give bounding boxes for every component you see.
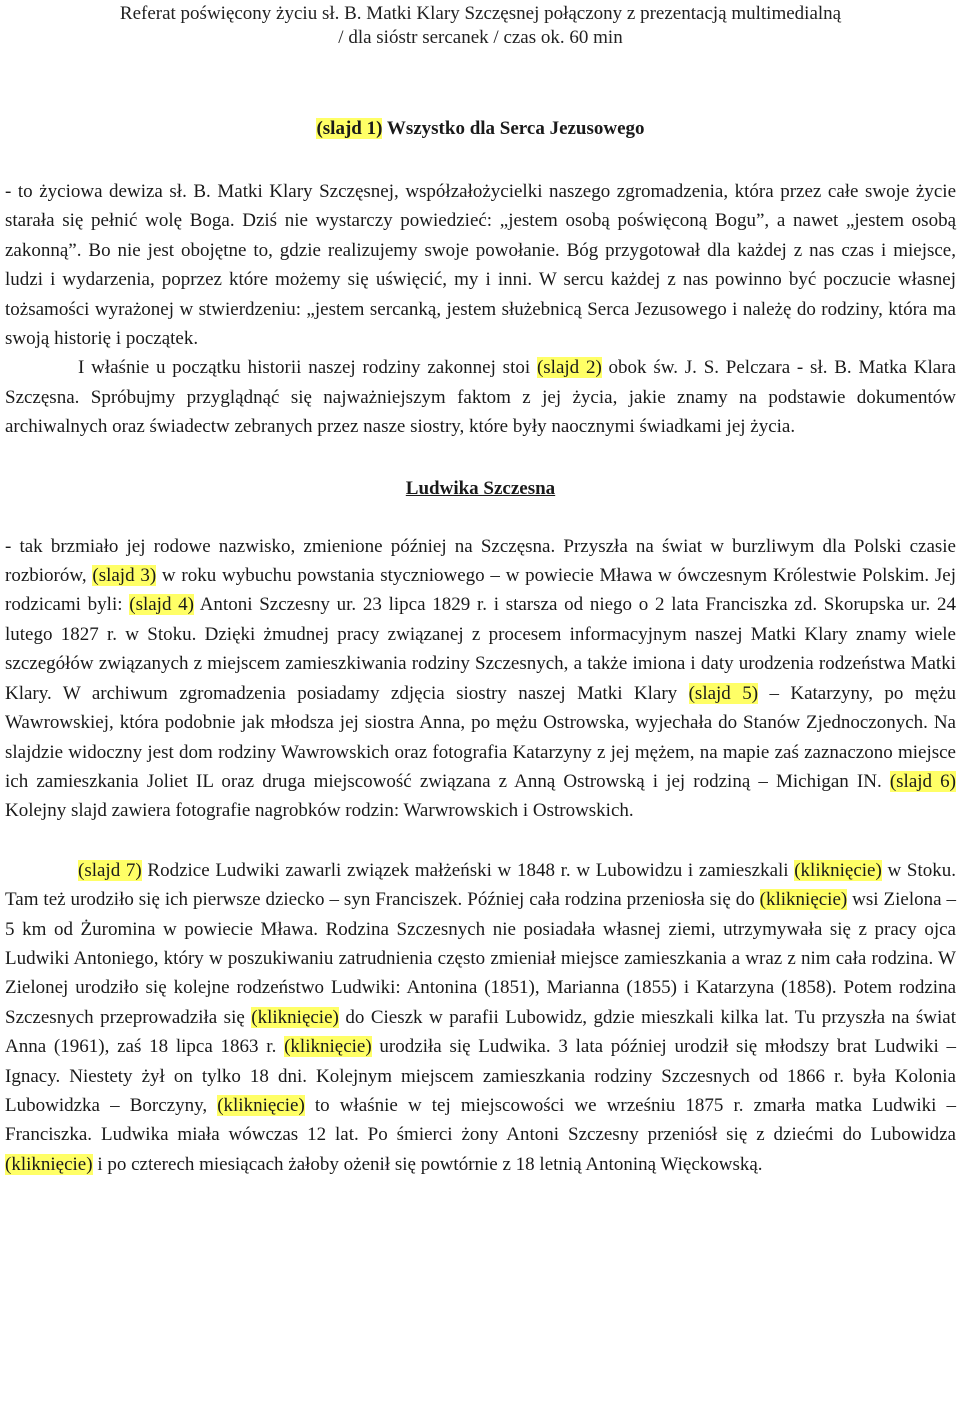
title-text: Wszystko dla Serca Jezusowego [382, 118, 645, 139]
text-run: to właśnie w tej miejscowości we wrześniu 1875 r. zmarła matka Ludwiki – Franciszka. Ludwika miała wówczas 12 lat. Po śmierci żony Antoni Szczesny przeniósł się z dziećmi do Lubowidza [5, 1094, 956, 1146]
text-run: I właśnie u początku historii naszej rodziny zakonnej stoi [78, 357, 537, 379]
paragraph-parents [5, 856, 956, 1179]
slide-marker: (slajd 4) [129, 594, 195, 616]
slide-marker: (kliknięcie) [217, 1094, 305, 1116]
text-run: w roku wybuchu powstania styczniowego – w powiecie Mława w ówczesnym Królestwie Polskim. Jej rodzicami byli: [5, 565, 956, 616]
slide-marker: (slajd 7) [78, 859, 142, 881]
text-run: wsi Zielona – 5 km od Żuromina w powiecie Mława. Rodzina Szczesnych nie posiadała własnej ziemi, utrzymywała się z pracy ojca Ludwiki Antoniego, który w poszukiwaniu zatrudnienia często zmieniał miejsce zamieszkania a wraz z nim cała rodzina. W Zielonej urodziło się kolejne rodzeństwo Ludwiki: Antonina (1851), Marianna (1855) i Katarzyna (1858). Potem rodzina Szczesnych przeprowadziła się [5, 889, 956, 1028]
slide-marker: (slajd 1) [316, 118, 383, 139]
paragraph-origins [5, 353, 956, 441]
slide-marker: (kliknięcie) [251, 1006, 339, 1028]
text-run: w Stoku. Tam też urodziło się ich pierwsze dziecko – syn Franciszek. Później cała rodzina przeniosła się do [5, 859, 956, 911]
text-run: urodziła się Ludwika. 3 lata później urodził się młodszy brat Ludwiki – Ignacy. Niestety żył on tylko 18 dni. Kolejnym miejscem zamieszkania rodziny Szczesnych od 1866 r. była Kolonia Lubowidzka – Borczyny, [5, 1036, 956, 1116]
paragraph-family-name [5, 532, 956, 826]
slide-marker: (slajd 6) [889, 770, 956, 792]
text-run: - to życiowa dewiza sł. B. Matki Klary Szczęsnej, współzałożycielki naszego zgromadzenia, która przez całe swoje życie starała się pełnić wolę Boga. Dziś nie wystarczy powiedzieć: „jestem osobą poświęconą Bogu”, a nawet „jestem osobą zakonną”. Bo nie jest obojętne to, gdzie realizujemy swoje powołanie. Bóg przygotował dla każdej z nas czas i miejsce, ludzi i wydarzenia, poprzez które możemy się uświęcić, my i inni. W sercu każdej z nas powinno być poczucie własnej tożsamości wyrażonej w stwierdzeniu: „jestem sercanką, jestem służebnicą Serca Jezusowego i należę do rodziny, która ma swoją historię i początek. [5, 181, 956, 350]
section-title [5, 115, 956, 143]
text-run: Kolejny slajd zawiera fotografie nagrobków rodzin: Warwrowskich i Ostrowskich. [5, 800, 634, 822]
text-run: Rodzice Ludwiki zawarli związek małżeński w 1848 r. w Lubowidzu i zamieszkali [141, 859, 795, 881]
text-run: obok św. J. S. Pelczara - sł. B. Matka Klara Szczęsna. Spróbujmy przyglądnąć się najważniejszym faktom z jej życia, jakie znamy na podstawie dokumentów archiwalnych oraz świadectw zebranych przez nasze siostry, które były naocznymi świadkami jej życia. [5, 357, 956, 438]
text-run: - tak brzmiało jej rodowe nazwisko, zmienione później na Szczęsna. Przyszła na świat w burzliwym dla Polski czasie rozbiorów, [5, 535, 956, 587]
slide-marker: (slajd 3) [92, 565, 157, 587]
header-line-1: Referat poświęcony życiu sł. B. Matki Klary Szczęsnej połączony z prezentacją multimedialną [119, 3, 842, 24]
slide-marker: (kliknięcie) [794, 859, 882, 881]
section-heading [5, 474, 956, 504]
page-header [5, 0, 956, 50]
text-run: – Katarzyny, po mężu Wawrowskiej, która podobnie jak młodsza jej siostra Anna, po mężu Ostrowska, wyjechała do Stanów Zjednoczonych. Na slajdzie widoczny jest dom rodziny Wawrowskich oraz fotografia Katarzyny z jej mężem, na mapie zaś zaznaczono miejsce ich zamieszkania Joliet IL oraz druga miejscowość związana z Anną Ostrowską i jej rodziną – Michigan IN. [5, 682, 956, 792]
heading-text: Ludwika Szczesna [405, 477, 556, 499]
text-run: Antoni Szczesny ur. 23 lipca 1829 r. i starsza od niego o 2 lata Franciszka zd. Skorupska ur. 24 lutego 1827 r. w Stoku. Dzięki żmudnej pracy związanej z procesem informacyjnym naszej Matki Klary znamy wiele szczegółów związanych z miejscem zamieszkiwania rodziny Szczesnych, a także imiona i daty urodzenia rodzeństwa Matki Klary. W archiwum zgromadzenia posiadamy zdjęcia siostry naszej Matki Klary [5, 594, 956, 704]
text-run: do Cieszk w parafii Lubowidz, gdzie mieszkali kilka lat. Tu przyszła na świat Anna (1961), zaś 18 lipca 1863 r. [5, 1006, 956, 1058]
header-line-2: / dla sióstr sercanek / czas ok. 60 min [338, 27, 623, 48]
slide-marker: (kliknięcie) [284, 1036, 372, 1058]
slide-marker: (slajd 5) [688, 682, 759, 704]
slide-marker: (kliknięcie) [759, 889, 848, 911]
slide-marker: (kliknięcie) [5, 1153, 93, 1175]
paragraph-motto [5, 177, 956, 353]
text-run: i po czterech miesiącach żałoby ożenił się powtórnie z 18 letnią Antoniną Więckowską. [92, 1153, 763, 1175]
slide-marker: (slajd 2) [536, 357, 602, 379]
